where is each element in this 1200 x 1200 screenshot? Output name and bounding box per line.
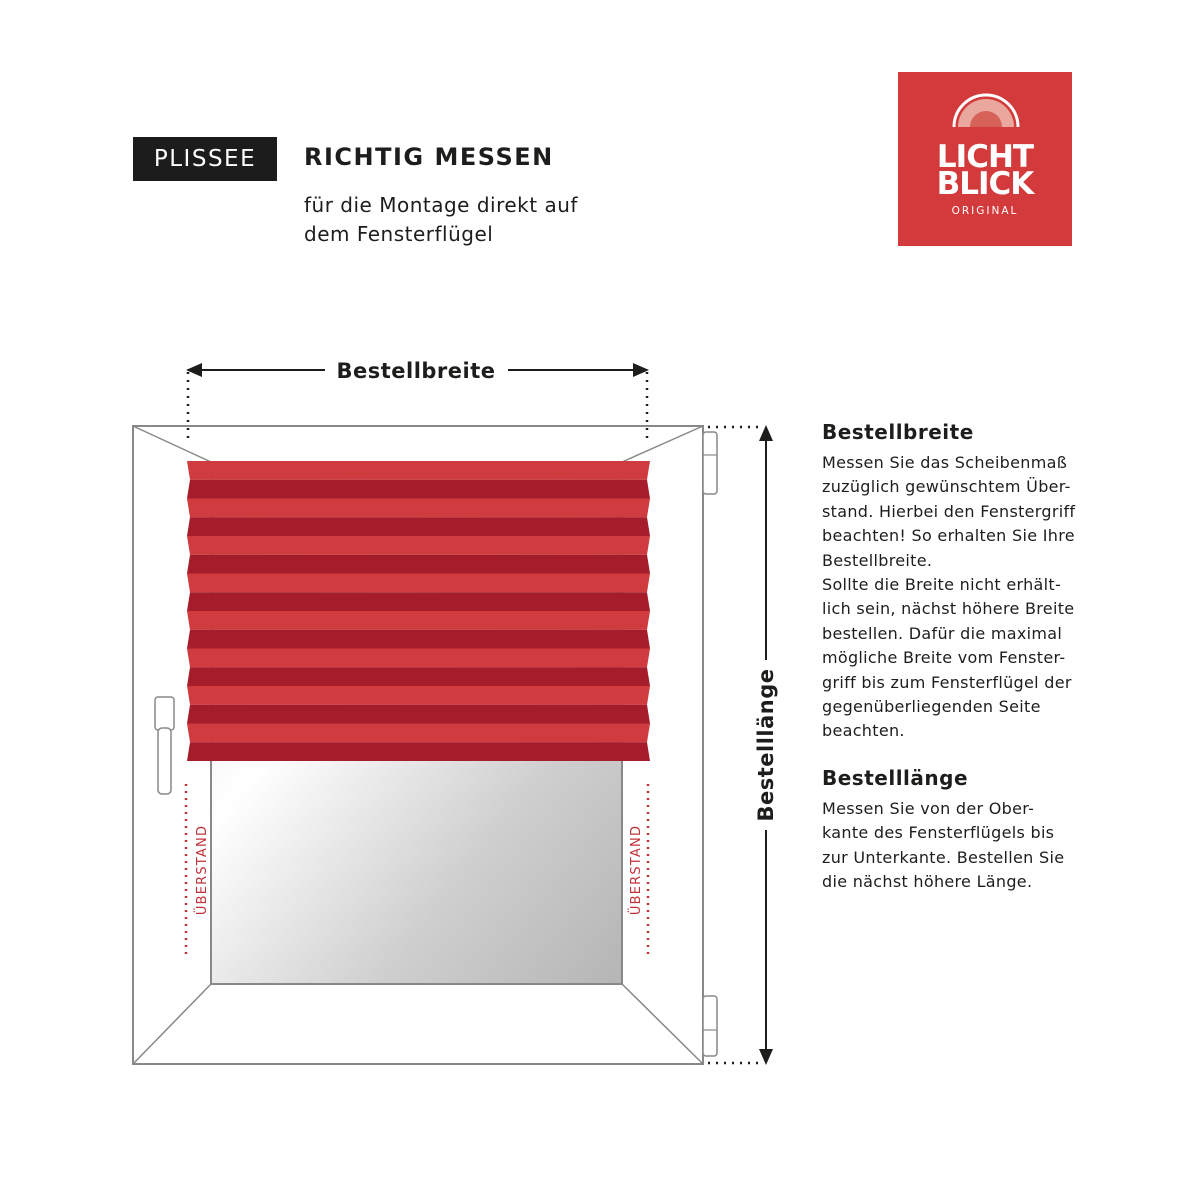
info-width-title: Bestellbreite <box>822 420 974 444</box>
pleat-light-7 <box>187 686 650 705</box>
info-length-title: Bestelllänge <box>822 766 969 790</box>
pleat-dark-4 <box>187 592 650 611</box>
info-length <box>822 766 1102 895</box>
pleat-dark-3 <box>187 555 650 574</box>
overhang-label-right: ÜBERSTAND <box>629 824 644 916</box>
pleat-dark-6 <box>187 667 650 686</box>
pleat-dark-8 <box>187 742 650 761</box>
width-label: Bestellbreite <box>336 359 496 383</box>
pleated-blind <box>187 461 650 761</box>
pleat-dark-5 <box>187 630 650 649</box>
product-tag: PLISSEE <box>133 137 277 181</box>
info-length-body: Messen Sie von der Ober- kante des Fensterflügels bis zur Unterkante. Bestellen Sie die nächst höhere Länge. <box>822 799 1065 892</box>
window-handle-icon <box>155 697 174 794</box>
pleat-dark-2 <box>187 517 650 536</box>
logo-text-line-2: BLICK <box>936 166 1034 202</box>
pleat-dark-1 <box>187 480 650 499</box>
info-width <box>822 420 1102 744</box>
pleat-dark-7 <box>187 705 650 724</box>
length-dimension <box>708 425 778 1065</box>
subtitle-line-1: für die Montage direkt auf <box>304 193 578 217</box>
width-arrow-left-icon <box>186 363 202 377</box>
length-arrow-bottom-icon <box>759 1049 773 1065</box>
pleat-light-5 <box>187 611 650 630</box>
hinge-top <box>703 432 717 494</box>
pleat-light-2 <box>187 499 650 518</box>
pleat-light-3 <box>187 536 650 555</box>
length-label: Bestelllänge <box>754 668 778 822</box>
info-width-body: Messen Sie das Scheibenmaß zuzüglich gewünschtem Über- stand. Hierbei den Fenstergriff beachten! So erhalten Sie Ihre Bestellbreite. Sollte die Breite nicht erhält- lich sein, nächst höhere Breite bestellen. Dafür die maximal mögliche Breite vom Fenster- griff bis zum Fensterflügel der gegenüberliegenden Seite beachten. <box>822 453 1076 741</box>
logo-text-line-3: ORIGINAL <box>951 205 1019 217</box>
pleat-light-8 <box>187 724 650 743</box>
length-arrow-top-icon <box>759 425 773 441</box>
pleat-light-1 <box>187 461 650 480</box>
subtitle-line-2: dem Fensterflügel <box>304 222 494 246</box>
page-title: RICHTIG MESSEN <box>304 143 554 171</box>
width-arrow-right-icon <box>633 363 649 377</box>
pleat-light-6 <box>187 649 650 668</box>
pleat-light-4 <box>187 574 650 593</box>
logo-text-line-1: LICHT <box>936 139 1034 175</box>
hinge-bottom <box>703 996 717 1056</box>
overhang-label-left: ÜBERSTAND <box>195 824 210 916</box>
